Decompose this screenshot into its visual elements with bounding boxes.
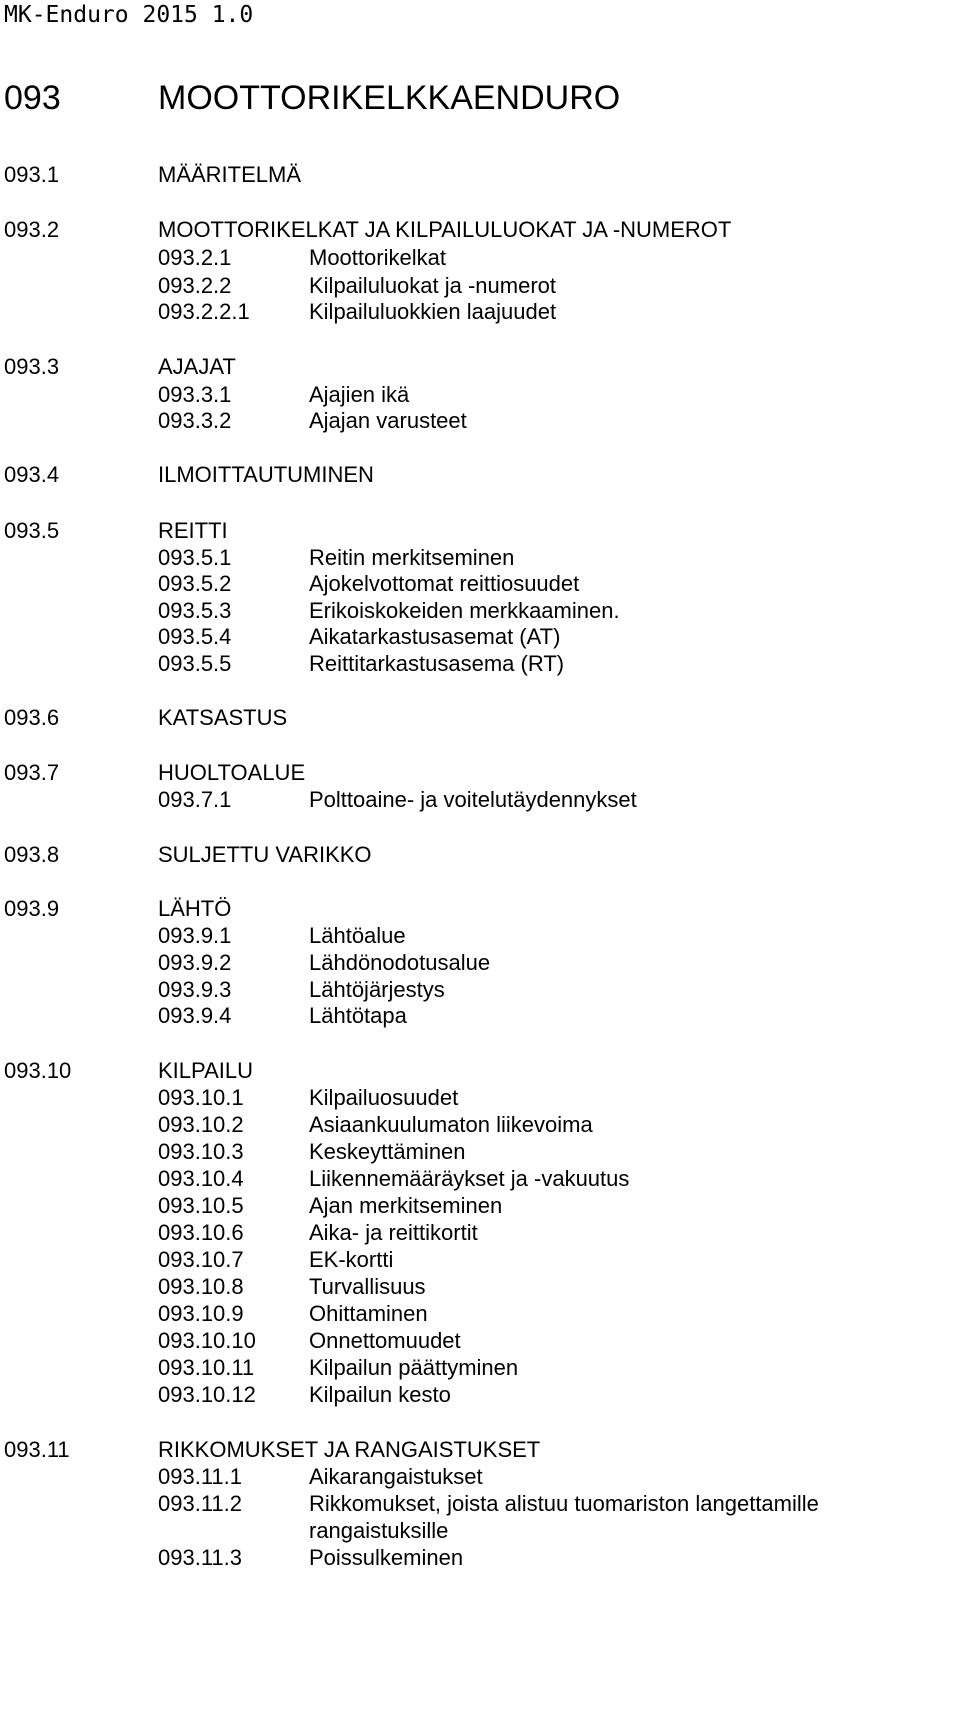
toc-text: Lähtötapa <box>309 1003 407 1028</box>
toc-subsection <box>0 1326 960 1356</box>
toc-text: Moottorikelkat <box>309 245 446 270</box>
toc-number: 093.2.2 <box>158 273 232 298</box>
toc-text: Onnettomuudet <box>309 1328 461 1353</box>
toc-section <box>0 1056 960 1086</box>
toc-subsection <box>0 622 960 652</box>
chapter-number: 093 <box>4 79 61 117</box>
toc-number: 093.10.9 <box>158 1301 244 1326</box>
toc-subsection <box>0 1299 960 1329</box>
toc-number: 093.7.1 <box>158 787 232 812</box>
toc-text: Keskeyttäminen <box>309 1139 466 1164</box>
toc-number: 093.4 <box>4 462 60 487</box>
document-header: MK-Enduro 2015 1.0 <box>4 2 254 28</box>
toc-subsection <box>0 921 960 951</box>
toc-text: REITTI <box>158 518 228 543</box>
toc-number: 093.5.1 <box>158 545 232 570</box>
toc-number: 093.9.3 <box>158 977 232 1002</box>
toc-text: MÄÄRITELMÄ <box>158 162 302 187</box>
toc-number: 093.10.8 <box>158 1274 244 1299</box>
toc-number: 093.11 <box>4 1437 70 1462</box>
toc-text: AJAJAT <box>158 354 236 379</box>
toc-subsection <box>0 1543 960 1573</box>
toc-subsection <box>0 1083 960 1113</box>
toc-text: Erikoiskokeiden merkkaaminen. <box>309 598 620 623</box>
toc-text: Aika- ja reittikortit <box>309 1220 478 1245</box>
toc-subsection <box>0 785 960 815</box>
toc-text: Turvallisuus <box>309 1274 426 1299</box>
chapter-title-text: MOOTTORIKELKKAENDURO <box>158 79 621 117</box>
toc-text: Aikarangaistukset <box>309 1464 483 1489</box>
toc-number: 093.8 <box>4 842 60 867</box>
toc-number: 093.3.2 <box>158 408 232 433</box>
toc-number: 093.10.3 <box>158 1139 244 1164</box>
toc-number: 093.5.4 <box>158 624 232 649</box>
toc-text: Lähdönodotusalue <box>309 950 491 975</box>
toc-section <box>0 1435 960 1465</box>
toc-subsection <box>0 406 960 436</box>
toc-subsection <box>0 649 960 679</box>
toc-subsection <box>0 1462 960 1492</box>
toc-subsection <box>0 1001 960 1031</box>
toc-text: Kilpailuluokat ja -numerot <box>309 273 557 298</box>
toc-section <box>0 516 960 546</box>
toc-number: 093.11.1 <box>158 1464 243 1489</box>
toc-text: Kilpailun päättyminen <box>309 1355 519 1380</box>
toc-subsection <box>0 569 960 599</box>
toc-text: Kilpailuluokkien laajuudet <box>309 299 557 324</box>
toc-section <box>0 840 960 870</box>
toc-number: 093.10.2 <box>158 1112 244 1137</box>
toc-section <box>0 160 960 190</box>
toc-text: Lähtöalue <box>309 923 406 948</box>
toc-number: 093.5 <box>4 518 60 543</box>
toc-text: MOOTTORIKELKAT JA KILPAILULUOKAT JA -NUMEROT <box>158 217 732 242</box>
toc-number: 093.10.10 <box>158 1328 256 1353</box>
toc-text: Kilpailun kesto <box>309 1382 451 1407</box>
toc-number: 093.10.4 <box>158 1166 244 1191</box>
toc-subsection <box>0 1218 960 1248</box>
toc-number: 093.3.1 <box>158 382 232 407</box>
toc-text: Poissulkeminen <box>309 1545 464 1570</box>
toc-text: Kilpailuosuudet <box>309 1085 459 1110</box>
toc-subsection <box>0 297 960 327</box>
toc-number: 093.9 <box>4 896 60 921</box>
toc-text: EK-kortti <box>309 1247 394 1272</box>
toc-number: 093.1 <box>4 162 60 187</box>
toc-number: 093.9.2 <box>158 950 232 975</box>
toc-number: 093.6 <box>4 705 60 730</box>
toc-subsection <box>0 1489 960 1519</box>
toc-text: RIKKOMUKSET JA RANGAISTUKSET <box>158 1437 541 1462</box>
toc-text: Ajokelvottomat reittiosuudet <box>309 571 580 596</box>
toc-subsection <box>0 1110 960 1140</box>
toc-text: SULJETTU VARIKKO <box>158 842 372 867</box>
toc-section <box>0 758 960 788</box>
toc-section <box>0 703 960 733</box>
toc-subsection <box>0 1516 960 1546</box>
toc-text: HUOLTOALUE <box>158 760 306 785</box>
toc-text: rangaistuksille <box>309 1518 449 1543</box>
toc-text: Ajajien ikä <box>309 382 410 407</box>
toc-number: 093.10.7 <box>158 1247 244 1272</box>
toc-number: 093.7 <box>4 760 60 785</box>
toc-number: 093.10.11 <box>158 1355 255 1380</box>
toc-text: Rikkomukset, joista alistuu tuomariston langettamille <box>309 1491 819 1516</box>
toc-text: KATSASTUS <box>158 705 288 730</box>
toc-section <box>0 215 960 245</box>
toc-number: 093.2.2.1 <box>158 299 250 324</box>
toc-text: LÄHTÖ <box>158 896 232 921</box>
toc-number: 093.5.5 <box>158 651 232 676</box>
toc-number: 093.11.2 <box>158 1491 243 1516</box>
toc-text: Polttoaine- ja voitelutäydennykset <box>309 787 637 812</box>
toc-text: Ajajan varusteet <box>309 408 467 433</box>
toc-subsection <box>0 1272 960 1302</box>
toc-section <box>0 460 960 490</box>
toc-text: Liikennemääräykset ja -vakuutus <box>309 1166 630 1191</box>
toc-section <box>0 352 960 382</box>
toc-subsection <box>0 1137 960 1167</box>
toc-section <box>0 894 960 924</box>
toc-subsection <box>0 1245 960 1275</box>
toc-subsection <box>0 243 960 273</box>
toc-text: KILPAILU <box>158 1058 253 1083</box>
toc-text: ILMOITTAUTUMINEN <box>158 462 374 487</box>
toc-subsection <box>0 948 960 978</box>
toc-subsection <box>0 1164 960 1194</box>
toc-text: Aikatarkastusasemat (AT) <box>309 624 561 649</box>
toc-number: 093.10.5 <box>158 1193 244 1218</box>
toc-number: 093.5.2 <box>158 571 232 596</box>
toc-text: Reitin merkitseminen <box>309 545 515 570</box>
toc-number: 093.11.3 <box>158 1545 243 1570</box>
toc-number: 093.2 <box>4 217 60 242</box>
toc-number: 093.5.3 <box>158 598 232 623</box>
toc-subsection <box>0 1191 960 1221</box>
toc-text: Lähtöjärjestys <box>309 977 445 1002</box>
toc-subsection <box>0 1380 960 1410</box>
toc-number: 093.10 <box>4 1058 72 1083</box>
toc-text: Ohittaminen <box>309 1301 428 1326</box>
toc-text: Ajan merkitseminen <box>309 1193 503 1218</box>
toc-number: 093.10.6 <box>158 1220 244 1245</box>
toc-number: 093.10.12 <box>158 1382 256 1407</box>
toc-text: Reittitarkastusasema (RT) <box>309 651 565 676</box>
toc-text: Asiaankuulumaton liikevoima <box>309 1112 593 1137</box>
toc-number: 093.9.4 <box>158 1003 232 1028</box>
toc-subsection <box>0 1353 960 1383</box>
toc-number: 093.9.1 <box>158 923 232 948</box>
toc-number: 093.10.1 <box>158 1085 244 1110</box>
toc-number: 093.2.1 <box>158 245 232 270</box>
toc-number: 093.3 <box>4 354 60 379</box>
